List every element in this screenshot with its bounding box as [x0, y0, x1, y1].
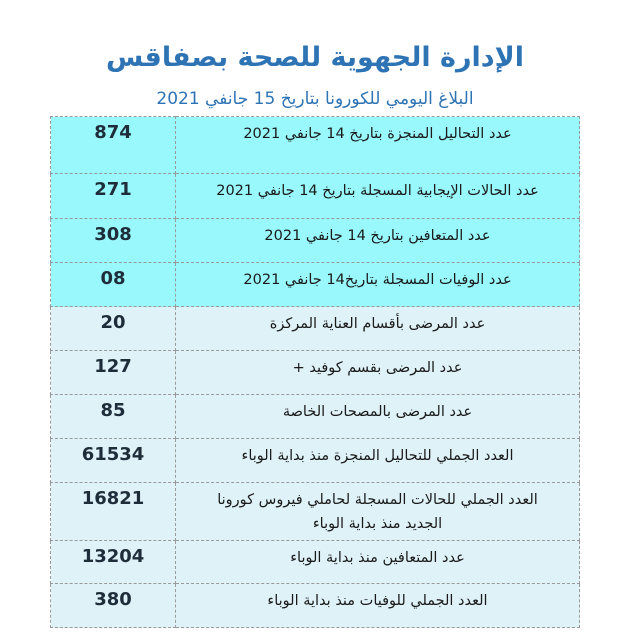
stat-label: عدد المرضى بقسم كوفيد +	[176, 351, 580, 395]
table-row	[51, 584, 580, 628]
stat-value: 271	[51, 174, 176, 219]
table-row	[51, 541, 580, 584]
table-row	[51, 117, 580, 174]
stat-label: عدد المرضى بأقسام العناية المركزة	[176, 307, 580, 351]
stat-label: عدد الحالات الإيجابية المسجلة بتاريخ 14 جانفي 2021	[176, 174, 580, 219]
report-subtitle: البلاغ اليومي للكورونا بتاريخ 15 جانفي 2021	[156, 89, 474, 109]
stat-value: 308	[51, 219, 176, 263]
stat-value: 16821	[51, 483, 176, 541]
stat-label: العدد الجملي للتحاليل المنجزة منذ بداية الوباء	[176, 439, 580, 483]
stat-label: عدد المتعافين منذ بداية الوباء	[176, 541, 580, 584]
stat-value: 85	[51, 395, 176, 439]
stat-value: 874	[51, 117, 176, 174]
table-row	[51, 483, 580, 541]
stat-value: 13204	[51, 541, 176, 584]
covid-stats-table	[50, 116, 580, 628]
table-row	[51, 219, 580, 263]
stat-label: عدد التحاليل المنجزة بتاريخ 14 جانفي 2021	[176, 117, 580, 174]
stat-value: 380	[51, 584, 176, 628]
table-row	[51, 263, 580, 307]
table-row	[51, 351, 580, 395]
stat-label: عدد المرضى بالمصحات الخاصة	[176, 395, 580, 439]
table-row	[51, 174, 580, 219]
stat-label: العدد الجملي للوفيات منذ بداية الوباء	[176, 584, 580, 628]
stat-value: 127	[51, 351, 176, 395]
table-row	[51, 307, 580, 351]
table-row	[51, 395, 580, 439]
stat-value: 20	[51, 307, 176, 351]
stat-label: العدد الجملي للحالات المسجلة لحاملي فيروس كورونا الجديد منذ بداية الوباء	[176, 483, 580, 541]
stat-value: 08	[51, 263, 176, 307]
stat-label: عدد الوفيات المسجلة بتاريخ14 جانفي 2021	[176, 263, 580, 307]
stat-value: 61534	[51, 439, 176, 483]
page-title: الإدارة الجهوية للصحة بصفاقس	[105, 42, 525, 73]
table-row	[51, 439, 580, 483]
stat-label: عدد المتعافين بتاريخ 14 جانفي 2021	[176, 219, 580, 263]
